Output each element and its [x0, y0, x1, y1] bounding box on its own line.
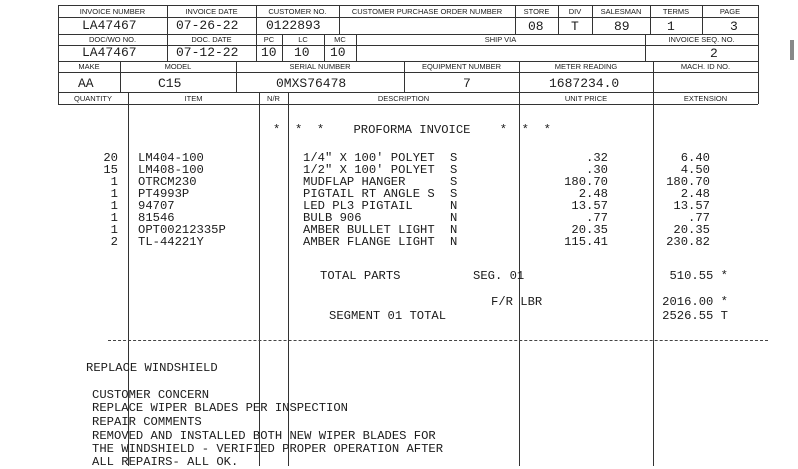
segment-divider: [108, 340, 768, 341]
meter-label: METER READING: [554, 62, 618, 71]
model-label: MODEL: [164, 62, 192, 71]
make-label: MAKE: [78, 62, 100, 71]
quantity-cell: 2: [110, 235, 118, 249]
salesman-label: SALESMAN: [600, 7, 642, 16]
item-cell: OTRCM230: [138, 175, 197, 189]
nr-cell: S: [450, 151, 458, 165]
proforma-banner: * * * PROFORMA INVOICE * * *: [273, 123, 551, 137]
unit-price-cell: 20.35: [571, 223, 608, 237]
salesman-value: 89: [614, 19, 630, 34]
scan-edge-mark: [790, 40, 794, 60]
description-cell: AMBER FLANGE LIGHT: [303, 235, 435, 249]
segment-number: SEG. 01: [473, 269, 525, 283]
ship-via-label: SHIP VIA: [484, 35, 517, 44]
grid-line: [58, 45, 758, 46]
quantity-cell: 1: [110, 223, 118, 237]
equipment-value: 7: [463, 76, 471, 91]
doc-date-label: DOC. DATE: [191, 35, 232, 44]
lc-label: LC: [298, 35, 308, 44]
nr-cell: N: [450, 199, 458, 213]
customer-no-value: 0122893: [266, 18, 321, 33]
grid-line: [58, 5, 758, 6]
doc-wo-value: LA47467: [82, 45, 137, 60]
nr-column-header: N/R: [267, 94, 280, 103]
nr-cell: N: [450, 211, 458, 225]
doc-date-value: 07-12-22: [176, 45, 239, 60]
terms-label: TERMS: [662, 7, 690, 16]
invoice-seq-label: INVOICE SEQ. NO.: [668, 35, 735, 44]
grid-line: [58, 5, 59, 104]
extension-cell: 20.35: [673, 223, 710, 237]
description-cell: LED PL3 PIGTAIL: [303, 199, 413, 213]
segment-total-value: 2526.55 T: [662, 309, 728, 323]
fr-lbr-label: F/R LBR: [491, 295, 543, 309]
item-cell: TL-44221Y: [138, 235, 204, 249]
fr-lbr-value: 2016.00 *: [662, 295, 728, 309]
note-line: REMOVED AND INSTALLED BOTH NEW WIPER BLADES FOR: [92, 429, 436, 443]
lc-value: 10: [294, 45, 310, 60]
serial-label: SERIAL NUMBER: [289, 62, 351, 71]
note-line: ALL REPAIRS- ALL OK.: [92, 455, 239, 469]
note-line: REPLACE WIPER BLADES PER INSPECTION: [92, 401, 348, 415]
customer-no-label: CUSTOMER NO.: [268, 7, 327, 16]
quantity-cell: 1: [110, 199, 118, 213]
model-value: C15: [158, 76, 182, 91]
extension-cell: 2.48: [680, 187, 710, 201]
invoice-date-label: INVOICE DATE: [185, 7, 238, 16]
nr-cell: N: [450, 235, 458, 249]
unit-price-cell: .32: [586, 151, 608, 165]
total-parts-label: TOTAL PARTS: [320, 269, 401, 283]
item-cell: LM408-100: [138, 163, 204, 177]
note-line: REPAIR COMMENTS: [92, 415, 202, 429]
quantity-cell: 1: [110, 175, 118, 189]
description-cell: BULB 906: [303, 211, 362, 225]
page-label: PAGE: [719, 7, 741, 16]
invoice-number-label: INVOICE NUMBER: [79, 7, 146, 16]
nr-cell: S: [450, 175, 458, 189]
invoice-seq-value: 2: [710, 46, 718, 61]
unit-price-cell: 2.48: [578, 187, 608, 201]
quantity-cell: 20: [103, 151, 118, 165]
page-value: 3: [730, 19, 738, 34]
div-label: DIV: [568, 7, 582, 16]
note-line: REPLACE WINDSHIELD: [86, 361, 218, 375]
item-cell: 94707: [138, 199, 175, 213]
unit-price-column-header: UNIT PRICE: [564, 94, 608, 103]
description-cell: AMBER BULLET LIGHT: [303, 223, 435, 237]
extension-cell: 180.70: [666, 175, 710, 189]
grid-line: [758, 5, 759, 104]
po-label: CUSTOMER PURCHASE ORDER NUMBER: [351, 7, 503, 16]
quantity-cell: 1: [110, 187, 118, 201]
extension-cell: 230.82: [666, 235, 710, 249]
quantity-column-header: QUANTITY: [74, 94, 112, 103]
item-cell: OPT00212335P: [138, 223, 226, 237]
quantity-cell: 15: [103, 163, 118, 177]
total-parts-value: 510.55 *: [669, 269, 728, 283]
grid-line: [58, 17, 758, 18]
pc-label: PC: [263, 35, 275, 44]
item-cell: LM404-100: [138, 151, 204, 165]
mc-label: MC: [334, 35, 346, 44]
unit-price-cell: .30: [586, 163, 608, 177]
terms-value: 1: [667, 19, 675, 34]
nr-cell: S: [450, 163, 458, 177]
store-label: STORE: [523, 7, 550, 16]
serial-value: 0MXS76478: [276, 76, 347, 91]
meter-value: 1687234.0: [549, 76, 620, 91]
item-cell: 81546: [138, 211, 175, 225]
store-value: 08: [528, 19, 544, 34]
unit-price-cell: .77: [586, 211, 608, 225]
description-cell: 1/4" X 100' POLYET: [303, 151, 435, 165]
description-column-header: DESCRIPTION: [377, 94, 430, 103]
segment-total-label: SEGMENT 01 TOTAL: [329, 309, 447, 323]
item-column-header: ITEM: [184, 94, 203, 103]
extension-cell: 13.57: [673, 199, 710, 213]
description-cell: MUDFLAP HANGER: [303, 175, 406, 189]
unit-price-cell: 180.70: [564, 175, 608, 189]
unit-price-cell: 13.57: [571, 199, 608, 213]
note-line: THE WINDSHIELD - VERIFIED PROPER OPERATION AFTER: [92, 442, 444, 456]
invoice-number-value: LA47467: [82, 18, 137, 33]
extension-cell: .77: [688, 211, 710, 225]
extension-cell: 6.40: [680, 151, 710, 165]
item-cell: PT4993P: [138, 187, 190, 201]
extension-cell: 4.50: [680, 163, 710, 177]
description-cell: PIGTAIL RT ANGLE S: [303, 187, 435, 201]
make-value: AA: [78, 76, 94, 91]
nr-cell: S: [450, 187, 458, 201]
mach-id-label: MACH. ID NO.: [680, 62, 731, 71]
nr-cell: N: [450, 223, 458, 237]
unit-price-cell: 115.41: [564, 235, 608, 249]
invoice-date-value: 07-26-22: [176, 18, 239, 33]
pc-value: 10: [261, 45, 277, 60]
doc-wo-label: DOC/WO NO.: [88, 35, 137, 44]
note-line: CUSTOMER CONCERN: [92, 388, 210, 402]
mc-value: 10: [330, 45, 346, 60]
quantity-cell: 1: [110, 211, 118, 225]
description-cell: 1/2" X 100' POLYET: [303, 163, 435, 177]
div-value: T: [571, 19, 579, 34]
extension-column-header: EXTENSION: [683, 94, 728, 103]
equipment-label: EQUIPMENT NUMBER: [421, 62, 502, 71]
